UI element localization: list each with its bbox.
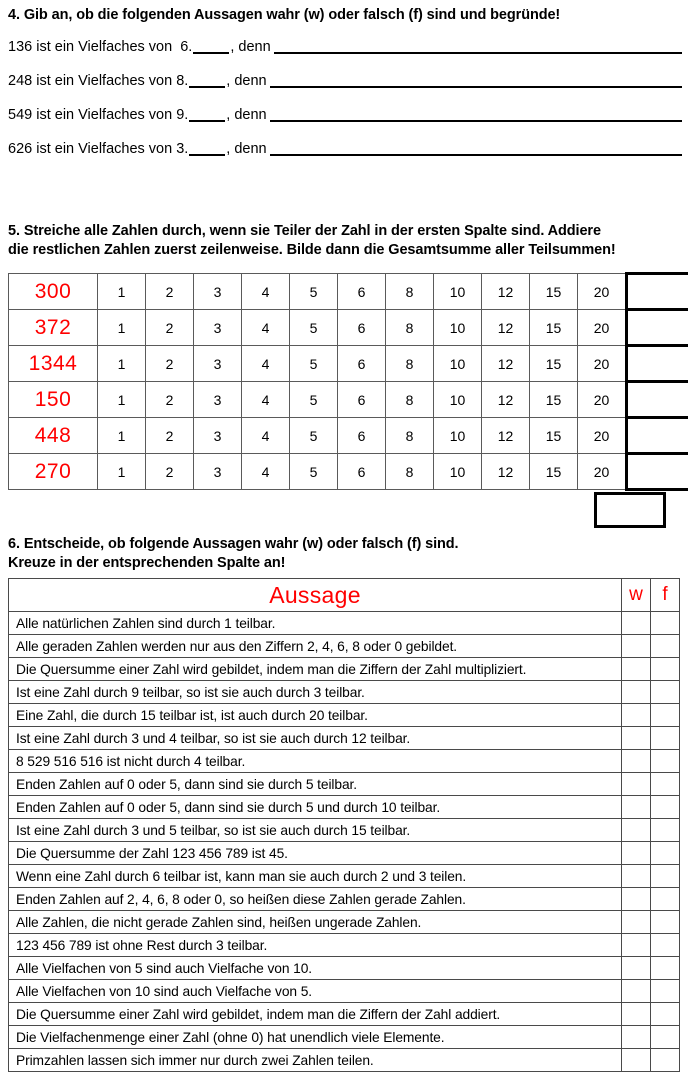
divisor-cell[interactable]: 20 — [578, 454, 627, 490]
target-number-cell: 150 — [9, 382, 98, 418]
statement-row — [9, 980, 680, 1003]
exercise-4-heading: 4. Gib an, ob die folgenden Aussagen wahr (w) oder falsch (f) sind und begründe! — [8, 6, 684, 25]
divisor-cell[interactable]: 10 — [434, 346, 482, 382]
exercise-4-item-list — [8, 39, 684, 175]
checkbox-cell-wahr[interactable] — [622, 842, 651, 865]
divisor-cell[interactable]: 4 — [242, 346, 290, 382]
target-number-cell: 1344 — [9, 346, 98, 382]
checkbox-cell-wahr[interactable] — [622, 1026, 651, 1049]
target-number-cell: 448 — [9, 418, 98, 454]
reason-blank[interactable] — [274, 39, 682, 54]
statement-row — [9, 635, 680, 658]
checkbox-cell-wahr[interactable] — [622, 727, 651, 750]
divisor-cell[interactable]: 4 — [242, 454, 290, 490]
divisor-cell[interactable]: 6 — [338, 382, 386, 418]
truth-value-blank[interactable] — [189, 141, 225, 156]
checkbox-cell-falsch[interactable] — [651, 819, 680, 842]
divisor-cell[interactable]: 8 — [386, 418, 434, 454]
statement-row — [9, 727, 680, 750]
divisor-cell[interactable]: 15 — [530, 274, 578, 310]
statement-row — [9, 1003, 680, 1026]
checkbox-cell-wahr[interactable] — [622, 681, 651, 704]
divisor-cell[interactable]: 8 — [386, 382, 434, 418]
divisor-cell[interactable]: 2 — [146, 310, 194, 346]
checkbox-cell-falsch[interactable] — [651, 1049, 680, 1072]
exercise-6-heading-line-1: 6. Entscheide, ob folgende Aussagen wahr (w) oder falsch (f) sind. — [8, 535, 684, 554]
statement-text: Alle natürlichen Zahlen sind durch 1 teilbar. — [9, 612, 622, 635]
divisor-cell[interactable]: 15 — [530, 418, 578, 454]
divisor-cell[interactable]: 5 — [290, 382, 338, 418]
checkbox-cell-falsch[interactable] — [651, 934, 680, 957]
divisor-cell[interactable]: 4 — [242, 274, 290, 310]
statements-header-row — [9, 579, 680, 612]
divisor-cell[interactable]: 1 — [98, 382, 146, 418]
divisor-cell[interactable]: 4 — [242, 310, 290, 346]
row-sum-input-box[interactable] — [627, 274, 688, 310]
exercise-6-heading-line-2: Kreuze in der entsprechenden Spalte an! — [8, 554, 684, 573]
divisor-cell[interactable]: 2 — [146, 382, 194, 418]
checkbox-cell-falsch[interactable] — [651, 980, 680, 1003]
divisor-cell[interactable]: 5 — [290, 454, 338, 490]
divisor-table-row — [9, 454, 688, 490]
statement-text: Enden Zahlen auf 2, 4, 6, 8 oder 0, so heißen diese Zahlen gerade Zahlen. — [9, 888, 622, 911]
row-sum-input-box[interactable] — [627, 346, 688, 382]
checkbox-cell-falsch[interactable] — [651, 773, 680, 796]
checkbox-cell-falsch[interactable] — [651, 727, 680, 750]
target-number-cell: 270 — [9, 454, 98, 490]
divisor-cell[interactable]: 20 — [578, 418, 627, 454]
divisor-cell[interactable]: 2 — [146, 418, 194, 454]
checkbox-cell-wahr[interactable] — [622, 612, 651, 635]
statement-row — [9, 796, 680, 819]
divisor-cell[interactable]: 15 — [530, 454, 578, 490]
exercise-5-heading — [8, 222, 684, 260]
divisor-cell[interactable]: 1 — [98, 310, 146, 346]
statement-row — [9, 957, 680, 980]
divisor-cell[interactable]: 20 — [578, 310, 627, 346]
divisor-cell[interactable]: 1 — [98, 274, 146, 310]
statement-text: Eine Zahl, die durch 15 teilbar ist, ist auch durch 20 teilbar. — [9, 704, 622, 727]
checkbox-cell-wahr[interactable] — [622, 865, 651, 888]
divisor-cell[interactable]: 5 — [290, 346, 338, 382]
exercise-4 — [8, 6, 684, 175]
divisor-table-row — [9, 274, 688, 310]
reason-blank[interactable] — [270, 73, 682, 88]
row-sum-input-box[interactable] — [627, 418, 688, 454]
checkbox-cell-falsch[interactable] — [651, 612, 680, 635]
statements-header-aussage: Aussage — [9, 579, 622, 612]
statement-text: Wenn eine Zahl durch 6 teilbar ist, kann man sie auch durch 2 und 3 teilen. — [9, 865, 622, 888]
divisor-cell[interactable]: 20 — [578, 346, 627, 382]
checkbox-cell-wahr[interactable] — [622, 957, 651, 980]
statements-header-f: f — [651, 579, 680, 612]
grand-total-input-box[interactable] — [594, 492, 666, 528]
divisor-cell[interactable]: 6 — [338, 310, 386, 346]
divisor-strike-table — [8, 272, 688, 491]
checkbox-cell-falsch[interactable] — [651, 704, 680, 727]
divisor-cell[interactable]: 12 — [482, 382, 530, 418]
divisor-cell[interactable]: 5 — [290, 310, 338, 346]
statement-row — [9, 888, 680, 911]
checkbox-cell-wahr[interactable] — [622, 1003, 651, 1026]
divisor-cell[interactable]: 6 — [338, 274, 386, 310]
exercise-4-item — [8, 107, 684, 141]
statements-header-w: w — [622, 579, 651, 612]
divisor-cell[interactable]: 20 — [578, 382, 627, 418]
divisor-table-row — [9, 310, 688, 346]
exercise-5-heading-line-1: 5. Streiche alle Zahlen durch, wenn sie Teiler der Zahl in der ersten Spalte sind. Addiere — [8, 222, 684, 241]
divisor-cell[interactable]: 3 — [194, 382, 242, 418]
statement-row — [9, 934, 680, 957]
statement-text: Alle Zahlen, die nicht gerade Zahlen sind, heißen ungerade Zahlen. — [9, 911, 622, 934]
truth-value-blank[interactable] — [193, 39, 229, 54]
statement-text: Ist eine Zahl durch 3 und 4 teilbar, so ist sie auch durch 12 teilbar. — [9, 727, 622, 750]
checkbox-cell-wahr[interactable] — [622, 1049, 651, 1072]
statement-stem: 626 ist ein Vielfaches von 3. — [8, 141, 188, 158]
divisor-cell[interactable]: 8 — [386, 310, 434, 346]
divisor-cell[interactable]: 8 — [386, 454, 434, 490]
checkbox-cell-falsch[interactable] — [651, 1003, 680, 1026]
checkbox-cell-wahr[interactable] — [622, 888, 651, 911]
exercise-5 — [8, 222, 684, 533]
checkbox-cell-falsch[interactable] — [651, 888, 680, 911]
statement-text: Die Quersumme einer Zahl wird gebildet, indem man die Ziffern der Zahl multipliziert. — [9, 658, 622, 681]
checkbox-cell-wahr[interactable] — [622, 934, 651, 957]
statement-connector: , denn — [226, 141, 266, 158]
divisor-cell[interactable]: 1 — [98, 454, 146, 490]
target-number-cell: 300 — [9, 274, 98, 310]
statement-connector: , denn — [230, 39, 270, 56]
divisor-cell[interactable]: 12 — [482, 274, 530, 310]
divisor-cell[interactable]: 12 — [482, 418, 530, 454]
divisor-cell[interactable]: 12 — [482, 310, 530, 346]
statement-row — [9, 681, 680, 704]
statement-text: Enden Zahlen auf 0 oder 5, dann sind sie durch 5 teilbar. — [9, 773, 622, 796]
divisor-cell[interactable]: 2 — [146, 454, 194, 490]
truth-value-blank[interactable] — [189, 73, 225, 88]
row-sum-input-box[interactable] — [627, 310, 688, 346]
checkbox-cell-wahr[interactable] — [622, 750, 651, 773]
divisor-cell[interactable]: 3 — [194, 418, 242, 454]
checkbox-cell-wahr[interactable] — [622, 704, 651, 727]
divisor-cell[interactable]: 6 — [338, 454, 386, 490]
target-number-cell: 372 — [9, 310, 98, 346]
statement-row — [9, 911, 680, 934]
checkbox-cell-falsch[interactable] — [651, 750, 680, 773]
statement-row — [9, 1026, 680, 1049]
statement-row — [9, 773, 680, 796]
divisor-cell[interactable]: 10 — [434, 454, 482, 490]
statement-text: Alle geraden Zahlen werden nur aus den Ziffern 2, 4, 6, 8 oder 0 gebildet. — [9, 635, 622, 658]
statement-stem: 136 ist ein Vielfaches von 6. — [8, 39, 192, 56]
checkbox-cell-wahr[interactable] — [622, 819, 651, 842]
checkbox-cell-falsch[interactable] — [651, 1026, 680, 1049]
divisor-cell[interactable]: 12 — [482, 454, 530, 490]
statement-text: Ist eine Zahl durch 3 und 5 teilbar, so ist sie auch durch 15 teilbar. — [9, 819, 622, 842]
divisor-cell[interactable]: 3 — [194, 274, 242, 310]
divisor-cell[interactable]: 15 — [530, 346, 578, 382]
checkbox-cell-wahr[interactable] — [622, 980, 651, 1003]
divisor-cell[interactable]: 3 — [194, 346, 242, 382]
statement-text: Die Quersumme einer Zahl wird gebildet, indem man die Ziffern der Zahl addiert. — [9, 1003, 622, 1026]
divisor-table-row — [9, 382, 688, 418]
checkbox-cell-falsch[interactable] — [651, 635, 680, 658]
statement-stem: 549 ist ein Vielfaches von 9. — [8, 107, 188, 124]
statement-text: 8 529 516 516 ist nicht durch 4 teilbar. — [9, 750, 622, 773]
divisor-cell[interactable]: 15 — [530, 382, 578, 418]
statement-text: Enden Zahlen auf 0 oder 5, dann sind sie durch 5 und durch 10 teilbar. — [9, 796, 622, 819]
checkbox-cell-falsch[interactable] — [651, 658, 680, 681]
exercise-5-heading-line-2: die restlichen Zahlen zuerst zeilenweise. Bilde dann die Gesamtsumme aller Teilsummen! — [8, 241, 684, 260]
divisor-cell[interactable]: 2 — [146, 274, 194, 310]
statement-text: Alle Vielfachen von 10 sind auch Vielfache von 5. — [9, 980, 622, 1003]
checkbox-cell-wahr[interactable] — [622, 796, 651, 819]
statement-text: Die Vielfachenmenge einer Zahl (ohne 0) hat unendlich viele Elemente. — [9, 1026, 622, 1049]
statement-row — [9, 750, 680, 773]
divisor-cell[interactable]: 8 — [386, 274, 434, 310]
exercise-6 — [8, 535, 684, 1072]
divisor-cell[interactable]: 12 — [482, 346, 530, 382]
reason-blank[interactable] — [270, 107, 682, 122]
divisor-cell[interactable]: 2 — [146, 346, 194, 382]
statement-connector: , denn — [226, 73, 266, 90]
divisor-cell[interactable]: 4 — [242, 382, 290, 418]
divisor-cell[interactable]: 3 — [194, 310, 242, 346]
divisor-cell[interactable]: 10 — [434, 310, 482, 346]
divisor-cell[interactable]: 5 — [290, 274, 338, 310]
statement-row — [9, 865, 680, 888]
divisor-cell[interactable]: 1 — [98, 346, 146, 382]
divisor-cell[interactable]: 4 — [242, 418, 290, 454]
statement-row — [9, 612, 680, 635]
divisor-cell[interactable]: 3 — [194, 454, 242, 490]
checkbox-cell-falsch[interactable] — [651, 957, 680, 980]
divisor-cell[interactable]: 10 — [434, 382, 482, 418]
checkbox-cell-falsch[interactable] — [651, 842, 680, 865]
divisor-cell[interactable]: 6 — [338, 418, 386, 454]
divisor-table-row — [9, 346, 688, 382]
row-sum-input-box[interactable] — [627, 382, 688, 418]
statement-row — [9, 704, 680, 727]
exercise-4-item — [8, 39, 684, 73]
statement-text: Ist eine Zahl durch 9 teilbar, so ist sie auch durch 3 teilbar. — [9, 681, 622, 704]
reason-blank[interactable] — [270, 141, 682, 156]
checkbox-cell-wahr[interactable] — [622, 773, 651, 796]
checkbox-cell-wahr[interactable] — [622, 911, 651, 934]
statement-text: 123 456 789 ist ohne Rest durch 3 teilbar. — [9, 934, 622, 957]
divisor-cell[interactable]: 5 — [290, 418, 338, 454]
true-false-statements-table — [8, 578, 680, 1072]
checkbox-cell-falsch[interactable] — [651, 796, 680, 819]
statement-row — [9, 658, 680, 681]
checkbox-cell-falsch[interactable] — [651, 865, 680, 888]
truth-value-blank[interactable] — [189, 107, 225, 122]
divisor-table-row — [9, 418, 688, 454]
divisor-cell[interactable]: 6 — [338, 346, 386, 382]
checkbox-cell-wahr[interactable] — [622, 635, 651, 658]
divisor-cell[interactable]: 10 — [434, 274, 482, 310]
checkbox-cell-falsch[interactable] — [651, 911, 680, 934]
divisor-cell[interactable]: 1 — [98, 418, 146, 454]
exercise-4-item — [8, 73, 684, 107]
divisor-cell[interactable]: 20 — [578, 274, 627, 310]
exercise-6-heading — [8, 535, 684, 573]
divisor-cell[interactable]: 15 — [530, 310, 578, 346]
statement-row — [9, 842, 680, 865]
statement-row — [9, 1049, 680, 1072]
statement-text: Primzahlen lassen sich immer nur durch zwei Zahlen teilen. — [9, 1049, 622, 1072]
divisor-cell[interactable]: 10 — [434, 418, 482, 454]
row-sum-input-box[interactable] — [627, 454, 688, 490]
statement-row — [9, 819, 680, 842]
statement-connector: , denn — [226, 107, 266, 124]
statement-text: Die Quersumme der Zahl 123 456 789 ist 45. — [9, 842, 622, 865]
divisor-cell[interactable]: 8 — [386, 346, 434, 382]
exercise-4-item — [8, 141, 684, 175]
checkbox-cell-wahr[interactable] — [622, 658, 651, 681]
grand-total-row — [8, 491, 684, 533]
statement-text: Alle Vielfachen von 5 sind auch Vielfache von 10. — [9, 957, 622, 980]
checkbox-cell-falsch[interactable] — [651, 681, 680, 704]
statement-stem: 248 ist ein Vielfaches von 8. — [8, 73, 188, 90]
